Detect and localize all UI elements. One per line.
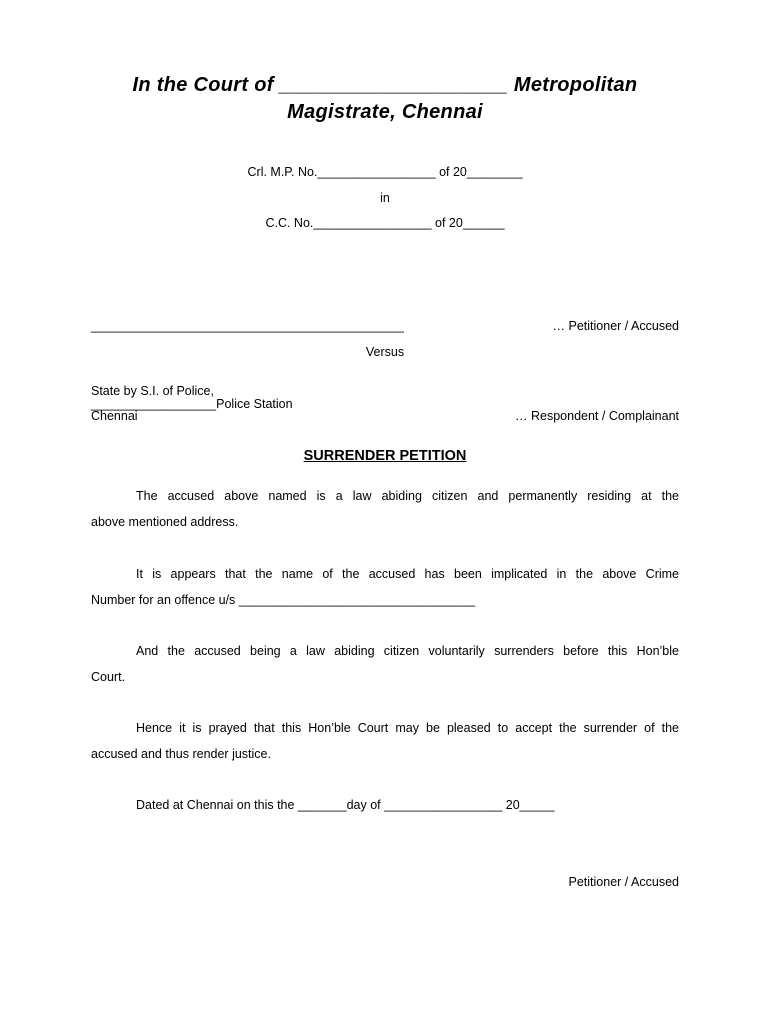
versus-label: Versus (365, 345, 405, 359)
paragraph-3-line-1: And the accused being a law abiding citizen voluntarily surrenders before this Hon’ble (136, 644, 679, 658)
court-title-line-1: In the Court of ____________________ Metropolitan (132, 74, 638, 96)
paragraph-3-line-2: Court. (91, 670, 126, 684)
cc-number: C.C. No._________________ of 20______ (265, 216, 505, 230)
paragraph-2-line-1: It is appears that the name of the accused has been implicated in the above Crime (136, 567, 679, 581)
paragraph-1-line-1: The accused above named is a law abiding citizen and permanently residing at the (136, 489, 679, 503)
respondent-line-2: __________________Police Station (91, 397, 293, 411)
petitioner-label: … Petitioner / Accused (552, 319, 679, 333)
paragraph-4-line-1: Hence it is prayed that this Hon’ble Court may be pleased to accept the surrender of the (136, 721, 679, 735)
court-title-line-2: Magistrate, Chennai (287, 101, 483, 123)
paragraph-1-line-2: above mentioned address. (91, 515, 239, 529)
paragraph-1 (91, 483, 679, 535)
dated-line: Dated at Chennai on this the _______day of _________________ 20_____ (136, 798, 555, 812)
petition-heading: SURRENDER PETITION (303, 448, 467, 464)
paragraph-3 (91, 638, 679, 690)
paragraph-4 (91, 715, 679, 767)
petitioner-name-blank: _____________________________________________ (91, 319, 404, 333)
crl-mp-number: Crl. M.P. No._________________ of 20________ (247, 165, 523, 179)
paragraph-2 (91, 561, 679, 613)
respondent-label: … Respondent / Complainant (515, 409, 679, 423)
signature-label: Petitioner / Accused (568, 875, 679, 889)
paragraph-2-line-2: Number for an offence u/s __________________________________ (91, 593, 476, 607)
in-label: in (380, 191, 390, 205)
respondent-line-1: State by S.I. of Police, (91, 384, 214, 398)
respondent-line-3: Chennai (91, 409, 138, 423)
paragraph-4-line-2: accused and thus render justice. (91, 747, 271, 761)
